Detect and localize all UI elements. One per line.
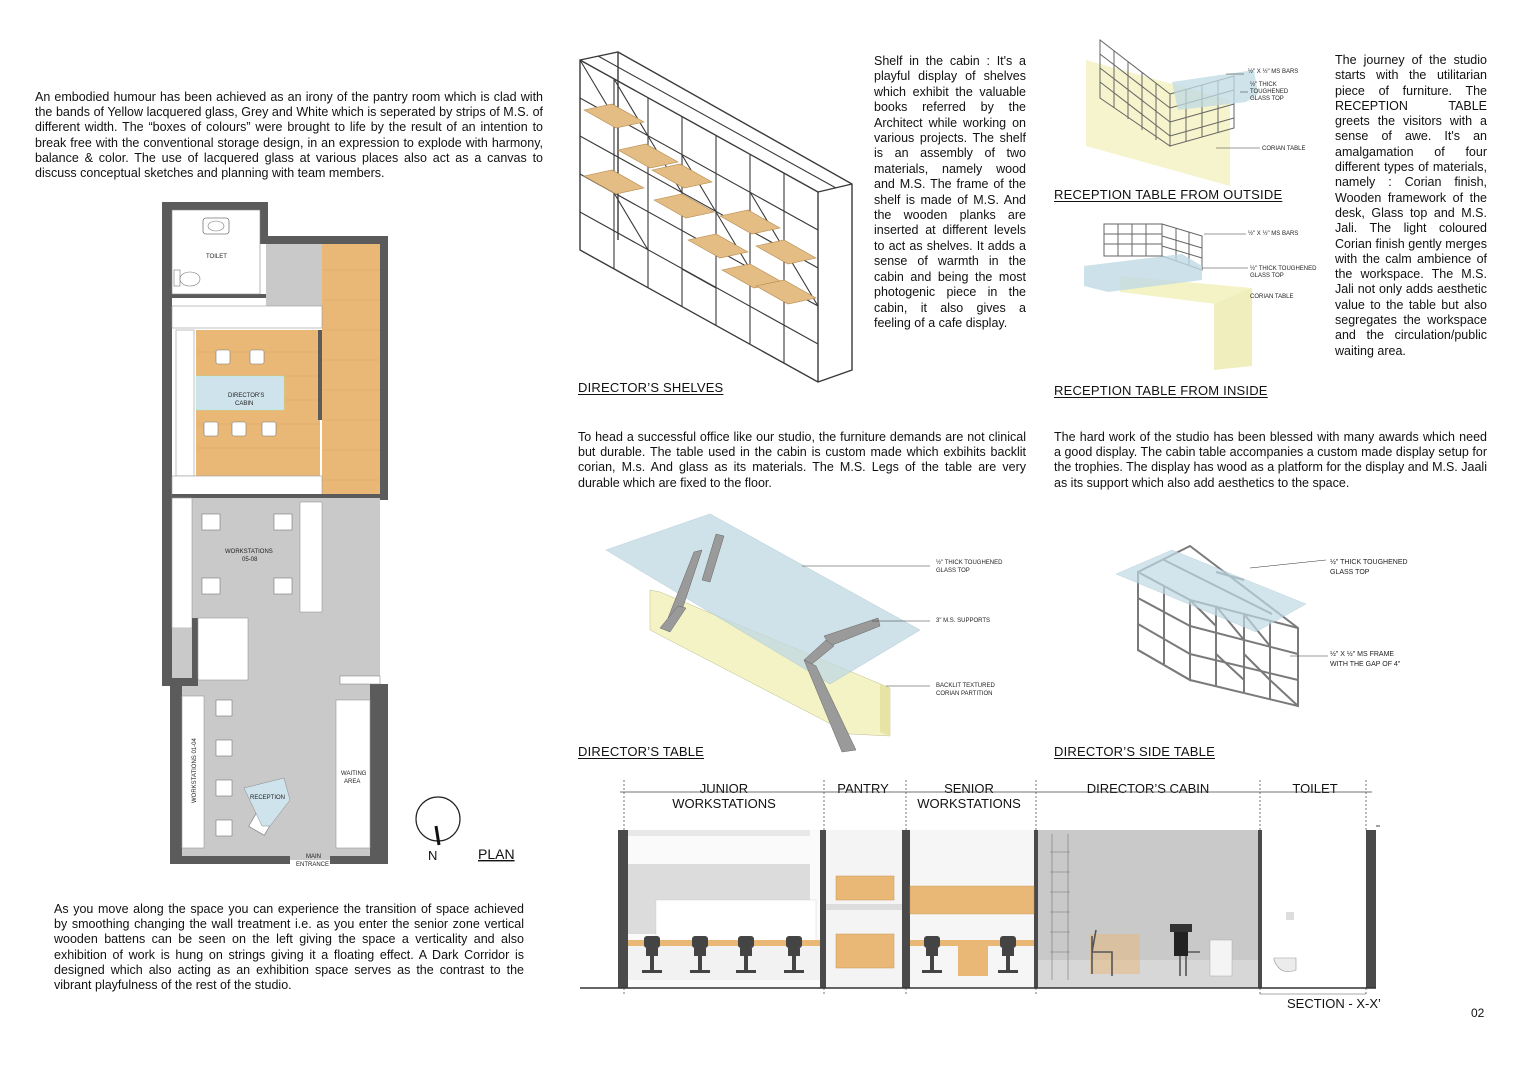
- directors-table-label-corian-1: BACKLIT TEXTURED: [936, 683, 995, 689]
- plan-label-main-entrance: MAIN: [306, 854, 321, 860]
- reception-outside-label-glass-1: ½" THICK: [1250, 82, 1277, 88]
- section-drawing: [580, 780, 1380, 1020]
- table-paragraph: To head a successful office like our studio, the furniture demands are not clinical but durable. The table used in the cabin is custom made which exbihits backlit corian, M.s. And glass as its materials. The M.S. Legs of the table are very durable which are fixed to the floor.: [578, 430, 1026, 490]
- directors-shelves-caption: DIRECTOR’S SHELVES: [578, 380, 724, 395]
- plan-label-workstations-01-04: WORKSTATIONS 01-04: [192, 738, 198, 803]
- section-zone-junior: JUNIOR WORKSTATIONS: [672, 781, 776, 811]
- reception-outside-label-bars: ½" X ½" MS BARS: [1248, 69, 1299, 75]
- plan-label-reception: RECEPTION: [250, 795, 286, 801]
- plan-label-workstations-05-08-2: 05-08: [242, 557, 258, 563]
- section-zone-toilet: TOILET: [1292, 781, 1338, 796]
- plan-label-waiting: WAITING: [341, 771, 367, 777]
- plan-label-directors-cabin: DIRECTOR'S: [228, 393, 265, 399]
- plan-label-toilet: TOILET: [206, 254, 227, 260]
- section-zone-directors-cabin: DIRECTOR’S CABIN: [1086, 781, 1210, 796]
- shelf-paragraph: Shelf in the cabin : It's a playful display of shelves which exhibit the valuable books referred by the Architect while working on various projects. The shelf is an assembly of two materials, namely wood and M.S. The frame of the shelf is made of M.S. And the wooden planks are inserted at different levels to act as shelves. It adds a sense of warmth in the cabin and being the most photogenic piece in the cabin, it also gives a feeling of a cafe display.: [874, 54, 1026, 330]
- directors-shelves-drawing: [572, 40, 872, 380]
- side-table-label-frame-2: WITH THE GAP OF 4": [1330, 661, 1401, 668]
- side-table-label-glass-2: GLASS TOP: [1330, 569, 1370, 576]
- side-table-drawing: [1110, 520, 1430, 760]
- floor-plan: [0, 0, 530, 868]
- reception-inside-caption: RECEPTION TABLE FROM INSIDE: [1054, 383, 1268, 398]
- reception-outside-label-corian: CORIAN TABLE: [1262, 146, 1306, 152]
- side-table-caption: DIRECTOR’S SIDE TABLE: [1054, 744, 1215, 759]
- directors-table-label-corian-2: CORIAN PARTITION: [936, 691, 993, 697]
- plan-title: PLAN: [478, 846, 515, 862]
- reception-inside-label-glass-2: GLASS TOP: [1250, 273, 1284, 279]
- plan-label-directors-cabin-2: CABIN: [235, 401, 254, 407]
- section-zone-pantry: PANTRY: [837, 781, 889, 796]
- reception-inside-label-corian: CORIAN TABLE: [1250, 294, 1294, 300]
- section-zone-senior: SENIOR WORKSTATIONS: [917, 781, 1021, 811]
- side-table-label-glass-1: ½" THICK TOUGHENED: [1330, 559, 1408, 566]
- reception-paragraph: The journey of the studio starts with the utilitarian piece of furniture. The RECEPTION TABLE greets the visitors with a sense of awe. It's an amalgamation of four different types of materials, namely : Corian finish, Wooden framework of the desk, Glass top and M.S. Jali. The light coloured Corian finish gently merges with the calm ambience of the workspace. The M.S. Jali not only adds aesthetic value to the table but also segregates the workspace and the circulation/public waiting area.: [1335, 53, 1487, 358]
- north-arrow-icon: [416, 797, 460, 845]
- reception-inside-drawing: [1076, 216, 1316, 376]
- transition-paragraph: As you move along the space you can experience the transition of space achieved by smoothing changing the wall treatment i.e. as you enter the senior zone vertical wooden battens can be seen on the left giving the space a verticality and also exhibition of work is hung on strings giving it a floating effect. A Dark Corridor is designed which also acting as an exhibition space serves as the contrast to the vibrant playfulness of the rest of the studio.: [54, 902, 524, 993]
- plan-label-main-entrance-2: ENTRANCE: [296, 862, 330, 868]
- section-caption: SECTION - X-X’: [1287, 996, 1381, 1011]
- side-table-label-frame-1: ½" X ½" MS FRAME: [1330, 651, 1395, 658]
- awards-paragraph: The hard work of the studio has been blessed with many awards which need a good display. The cabin table accompanies a custom made display setup for the trophies. The display has wood as a platform for the display and M.S. Jaali as its support which also add aesthetics to the space.: [1054, 430, 1487, 490]
- intro-paragraph: An embodied humour has been achieved as an irony of the pantry room which is clad with the bands of Yellow lacquered glass, Grey and White which is seperated by strips of M.S. of different width. The “boxes of colours” were brought to life by the result of an intention to break free with the conventional storage design, in an expression to explode with harmony, balance & color. The use of lacquered glass at various places also act as a canvas to discuss conceptual sketches and planning with team members.: [35, 90, 543, 181]
- directors-table-drawing: [590, 500, 1030, 760]
- directors-table-label-glass-1: ½" THICK TOUGHENED: [936, 560, 1003, 566]
- reception-inside-label-bars: ½" X ½" MS BARS: [1248, 231, 1299, 237]
- page-number: 02: [1471, 1006, 1485, 1020]
- directors-table-label-glass-2: GLASS TOP: [936, 568, 970, 574]
- plan-label-waiting-2: AREA: [344, 779, 361, 785]
- directors-table-label-supports: 3" M.S. SUPPORTS: [936, 618, 991, 624]
- reception-outside-label-glass-3: GLASS TOP: [1250, 96, 1284, 102]
- reception-inside-label-glass-1: ½" THICK TOUGHENED: [1250, 266, 1317, 272]
- reception-outside-caption: RECEPTION TABLE FROM OUTSIDE: [1054, 187, 1283, 202]
- directors-table-caption: DIRECTOR’S TABLE: [578, 744, 705, 759]
- plan-label-workstations-05-08: WORKSTATIONS: [225, 549, 273, 555]
- reception-outside-label-glass-2: TOUGHENED: [1250, 89, 1289, 95]
- reception-outside-drawing: [1070, 36, 1310, 186]
- north-label: N: [428, 848, 438, 863]
